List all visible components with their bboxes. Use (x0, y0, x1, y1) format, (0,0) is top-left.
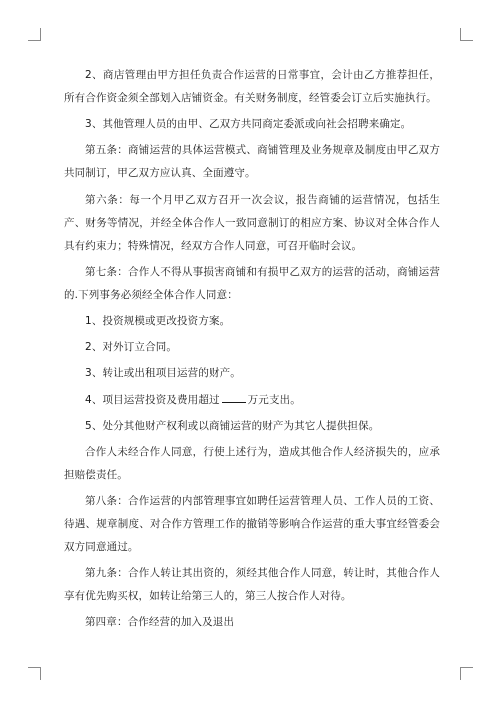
article-6: 第六条：每一个月甲乙双方召开一次会议，报告商铺的运营情况，包括生产、财务等情况，并经全体合作人一致同意制订的相应方案、协议对全体合作人具有约束力；特殊情况，经双方合作人同意，可召开临时会议。 (64, 193, 440, 252)
item-4-suffix: 万元支出。 (247, 393, 301, 406)
chapter-4-heading: 第四章：合作经营的加入及退出 (85, 616, 235, 629)
item-3-transfer: 3、转让或出租项目运营的财产。 (85, 367, 241, 380)
amount-blank-line (222, 390, 246, 403)
crop-mark-top-right (460, 28, 473, 41)
article-7: 第七条：合作人不得从事损害商铺和有损甲乙双方的运营的活动，商铺运营的.下列事务必须经全体合作人同意： (64, 265, 440, 301)
item-4-text: 4、项目运营投资及费用超过 (85, 393, 220, 406)
item-1-investment: 1、投资规模或更改投资方案。 (85, 314, 231, 327)
crop-mark-bottom-right (460, 667, 473, 680)
clause-3-other-staff: 3、其他管理人员的由甲、乙双方共同商定委派或向社会招聘来确定。 (85, 118, 412, 131)
clause-2-management: 2、商店管理由甲方担任负责合作运营的日常事宜，会计由乙方推荐担任，所有合作资金须全部划入店铺资金。有关财务制度，经管委会订立后实施执行。 (64, 69, 440, 104)
document-body (64, 64, 440, 638)
liability-paragraph: 合作人未经合作人同意，行使上述行为，造成其他合作人经济损失的，应承担赔偿责任。 (64, 445, 440, 481)
item-4-expense-limit (64, 389, 440, 412)
item-5-disposal: 5、处分其他财产权利或以商铺运营的财产为其它人提供担保。 (85, 419, 380, 432)
crop-mark-top-left (28, 28, 41, 41)
article-5: 第五条：商铺运营的具体运营模式、商铺管理及业务规章及制度由甲乙双方共同制订，甲乙双方应认真、全面遵守。 (64, 144, 440, 180)
article-9: 第九条：合作人转让其出资的，须经其他合作人同意，转让时，其他合作人享有优先购买权，如转让给第三人的，第三人按合作人对待。 (64, 567, 440, 603)
article-8: 第八条：合作运营的内部管理事宜如聘任运营管理人员、工作人员的工资、待遇、规章制度、对合作方管理工作的撤销等影响合作运营的重大事宜经管委会双方同意通过。 (64, 495, 440, 554)
item-2-contracts: 2、对外订立合同。 (85, 341, 178, 354)
crop-mark-bottom-left (28, 667, 41, 680)
